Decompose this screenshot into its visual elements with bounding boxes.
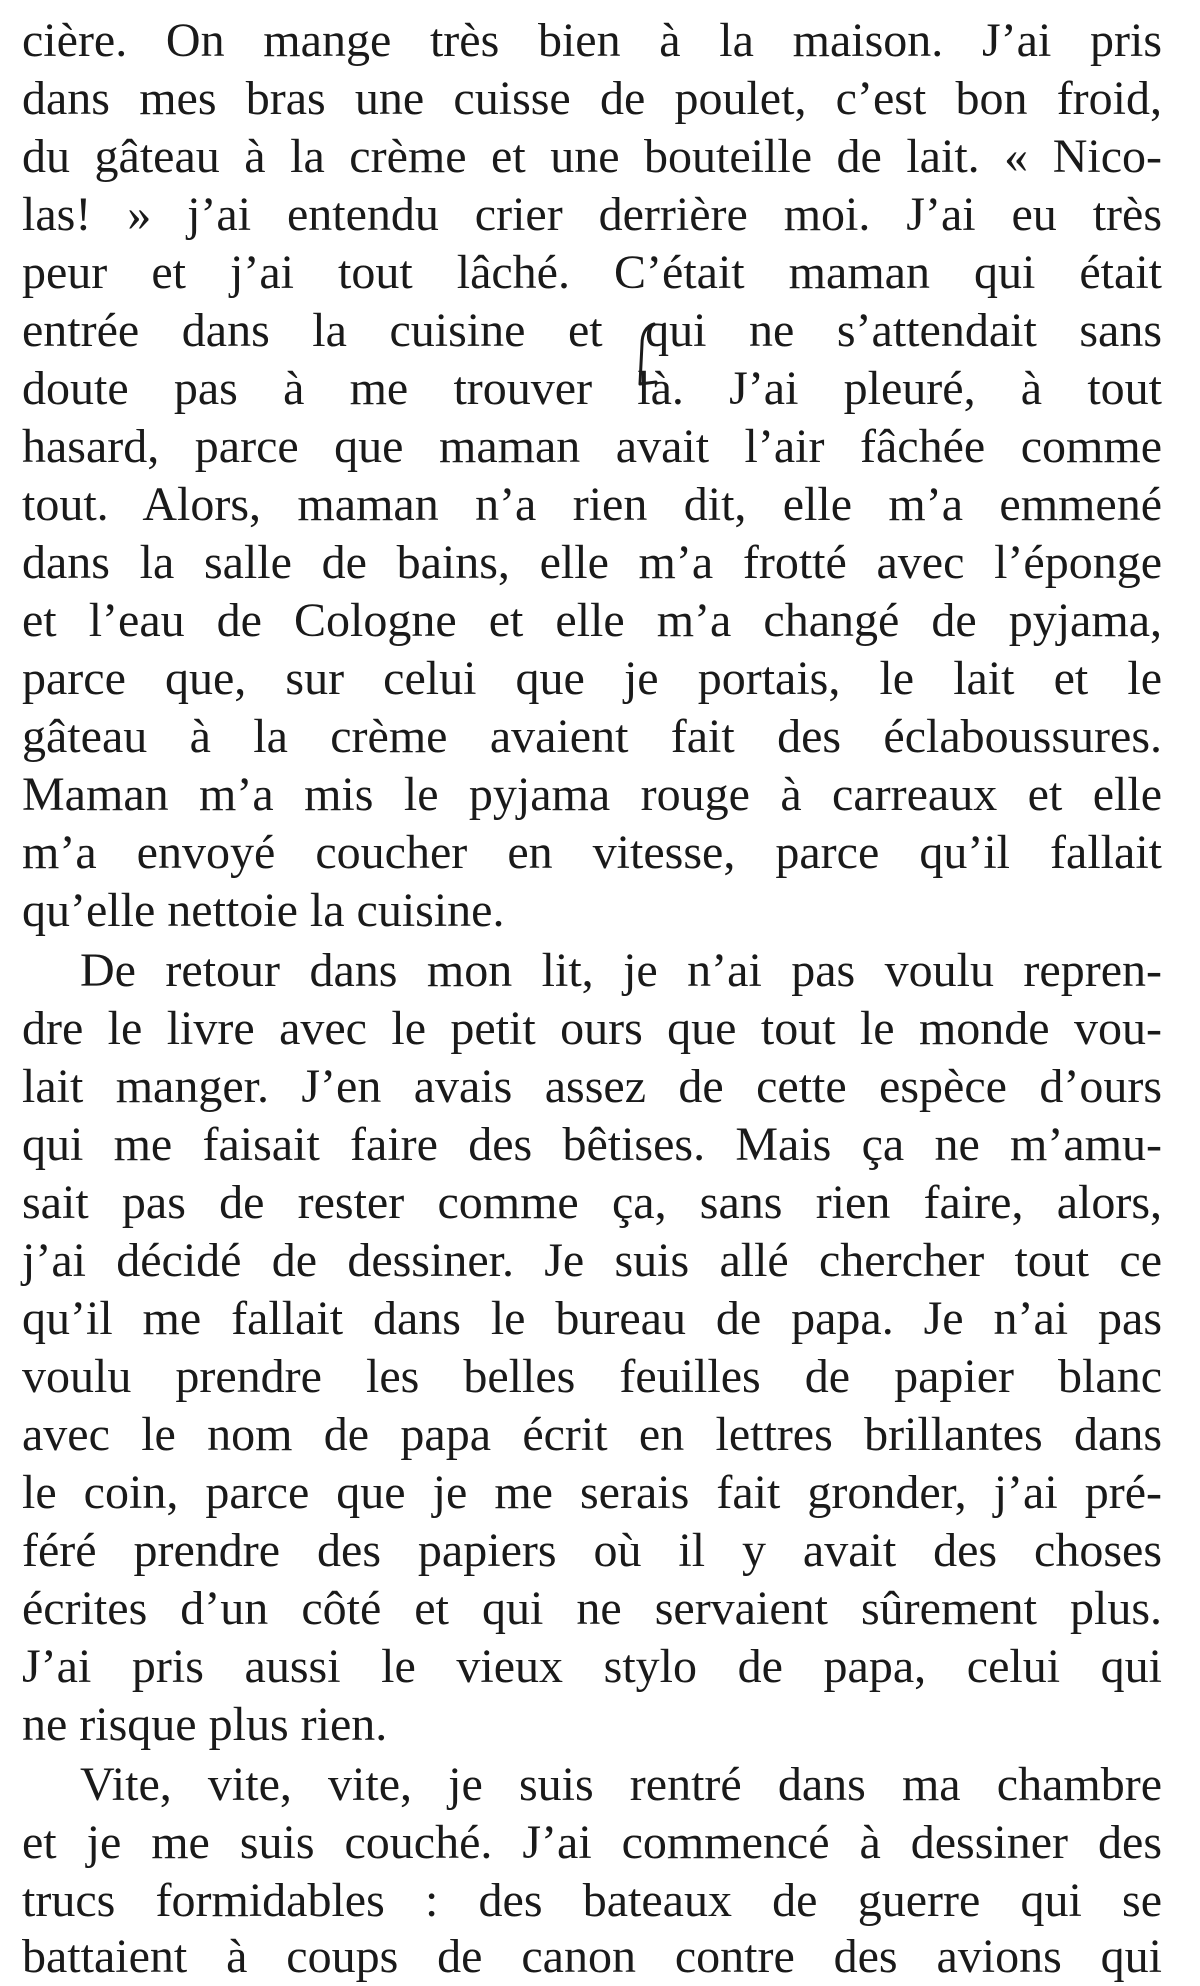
text-line: et l’eau de Cologne et elle m’a changé de pyjama, <box>22 594 1162 647</box>
text-line: avec le nom de papa écrit en lettres brillantes dans <box>22 1408 1162 1461</box>
text-line: sait pas de rester comme ça, sans rien faire, alors, <box>22 1176 1162 1229</box>
text-line: voulu prendre les belles feuilles de papier blanc <box>22 1350 1162 1403</box>
text-line: battaient à coups de canon contre des avions qui <box>22 1930 1162 1983</box>
text-line: féré prendre des papiers où il y avait des choses <box>22 1524 1162 1577</box>
text-line: qu’il me fallait dans le bureau de papa. Je n’ai pas <box>22 1292 1162 1345</box>
text-line: cière. On mange très bien à la maison. J’ai pris <box>22 14 1162 67</box>
text-line: écrites d’un côté et qui ne servaient sûrement plus. <box>22 1582 1162 1635</box>
proofreading-mark-icon <box>632 320 660 392</box>
text-line: De retour dans mon lit, je n’ai pas voulu repren- <box>80 944 1162 997</box>
text-line: qui me faisait faire des bêtises. Mais ça ne m’amu- <box>22 1118 1162 1171</box>
text-line: entrée dans la cuisine et qui ne s’attendait sans <box>22 304 1162 357</box>
text-line: dans la salle de bains, elle m’a frotté avec l’éponge <box>22 536 1162 589</box>
text-line: tout. Alors, maman n’a rien dit, elle m’a emmené <box>22 478 1162 531</box>
text-line: J’ai pris aussi le vieux stylo de papa, celui qui <box>22 1640 1162 1693</box>
text-line: le coin, parce que je me serais fait gronder, j’ai pré- <box>22 1466 1162 1519</box>
text-line: j’ai décidé de dessiner. Je suis allé chercher tout ce <box>22 1234 1162 1287</box>
text-line: ne risque plus rien. <box>22 1698 388 1751</box>
text-line: trucs formidables : des bateaux de guerre qui se <box>22 1874 1162 1927</box>
text-line: las! » j’ai entendu crier derrière moi. J’ai eu très <box>22 188 1162 241</box>
text-line: peur et j’ai tout lâché. C’était maman qui était <box>22 246 1162 299</box>
text-line: qu’elle nettoie la cuisine. <box>22 884 505 937</box>
text-line: doute pas à me trouver là. J’ai pleuré, à tout <box>22 362 1162 415</box>
text-line: m’a envoyé coucher en vitesse, parce qu’il fallait <box>22 826 1162 879</box>
text-line: gâteau à la crème avaient fait des éclaboussures. <box>22 710 1162 763</box>
text-line: dans mes bras une cuisse de poulet, c’est bon froid, <box>22 72 1162 125</box>
text-line: Vite, vite, vite, je suis rentré dans ma chambre <box>80 1758 1162 1811</box>
text-line: du gâteau à la crème et une bouteille de lait. « Nico- <box>22 130 1162 183</box>
text-line: lait manger. J’en avais assez de cette espèce d’ours <box>22 1060 1162 1113</box>
text-line: Maman m’a mis le pyjama rouge à carreaux et elle <box>22 768 1162 821</box>
text-line: hasard, parce que maman avait l’air fâchée comme <box>22 420 1162 473</box>
text-line: dre le livre avec le petit ours que tout le monde vou- <box>22 1002 1162 1055</box>
text-line: et je me suis couché. J’ai commencé à dessiner des <box>22 1816 1162 1869</box>
book-page <box>22 0 1162 1986</box>
text-line: parce que, sur celui que je portais, le lait et le <box>22 652 1162 705</box>
